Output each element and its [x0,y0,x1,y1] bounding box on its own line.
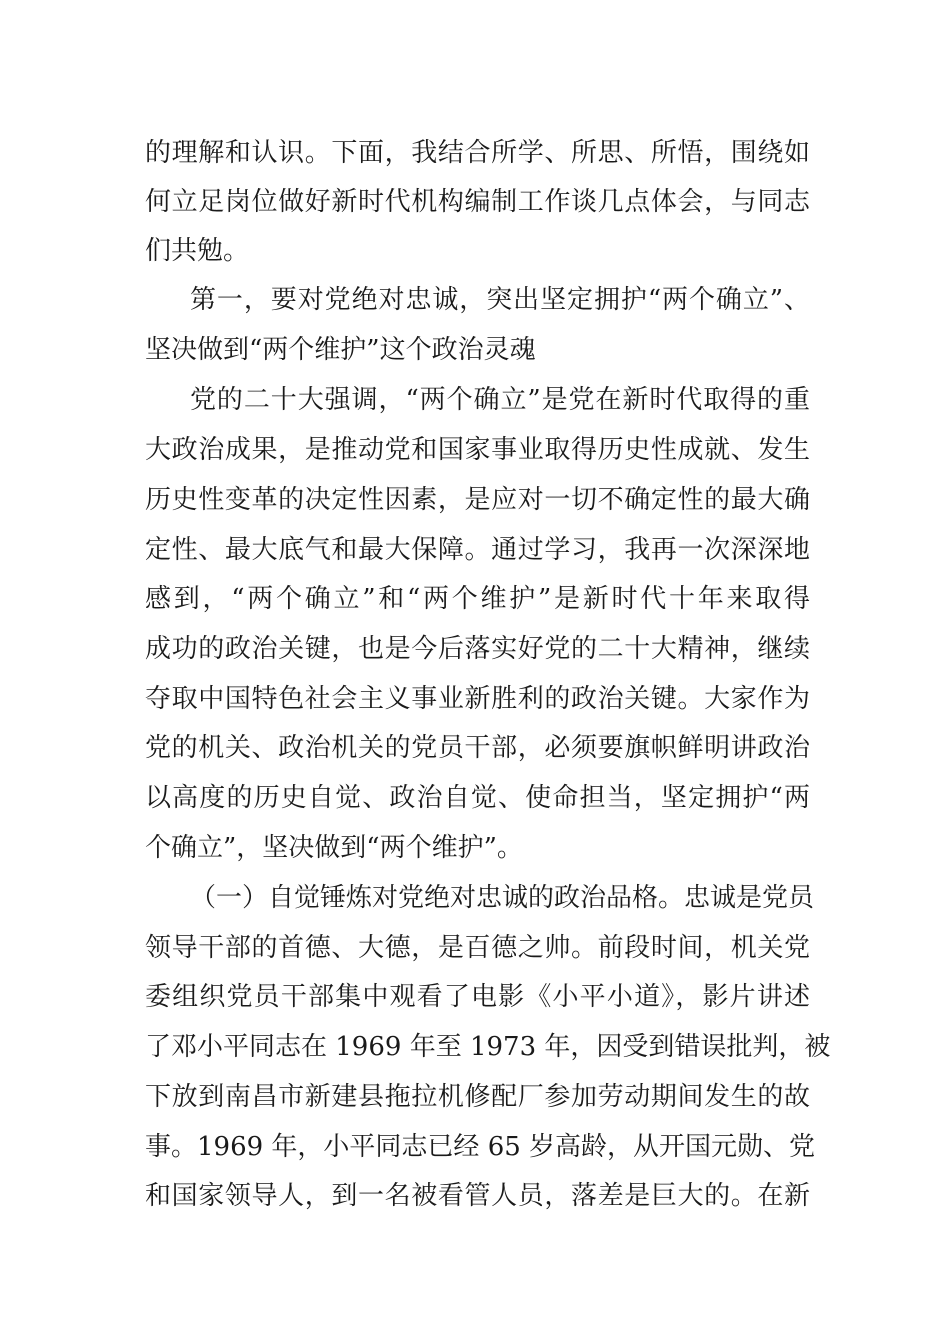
text-line: （一）自觉锤炼对党绝对忠诚的政治品格。忠诚是党员 [190,883,815,913]
text-line: 和国家领导人，到一名被看管人员，落差是巨大的。在新 [145,1181,810,1211]
text-line: 以高度的历史自觉、政治自觉、使命担当，坚定拥护“两 [145,783,810,813]
text-line: 历史性变革的决定性因素，是应对一切不确定性的最大确 [145,485,810,515]
text-line: 党的机关、政治机关的党员干部，必须要旗帜鲜明讲政治 [145,733,810,763]
text-line: 定性、最大底气和最大保障。通过学习，我再一次深深地 [145,535,810,565]
text-line: 夺取中国特色社会主义事业新胜利的政治关键。大家作为 [145,684,810,714]
section-heading-line: 坚决做到“两个维护”这个政治灵魂 [145,335,536,365]
text-line: 何立足岗位做好新时代机构编制工作谈几点体会，与同志 [145,187,810,217]
text-line: 下放到南昌市新建县拖拉机修配厂参加劳动期间发生的故 [145,1082,810,1112]
text-line: 个确立”，坚决做到“两个维护”。 [145,833,523,863]
text-line: 大政治成果，是推动党和国家事业取得历史性成就、发生 [145,435,810,465]
text-line: 们共勉。 [145,236,250,266]
text-line: 党的二十大强调，“两个确立”是党在新时代取得的重 [190,385,810,415]
text-line: 了邓小平同志在 1969 年至 1973 年，因受到错误批判，被 [145,1032,831,1062]
section-heading-line: 第一，要对党绝对忠诚，突出坚定拥护“两个确立”、 [190,285,810,315]
text-line: 的理解和认识。下面，我结合所学、所思、所悟，围绕如 [145,138,810,168]
text-line: 领导干部的首德、大德，是百德之帅。前段时间，机关党 [145,933,810,963]
text-line: 委组织党员干部集中观看了电影《小平小道》，影片讲述 [145,982,810,1012]
text-line: 事。1969 年，小平同志已经 65 岁高龄，从开国元勋、党 [145,1132,816,1162]
text-line: 感到，“两个确立”和“两个维护”是新时代十年来取得 [145,584,810,614]
text-line: 成功的政治关键，也是今后落实好党的二十大精神，继续 [145,634,810,664]
